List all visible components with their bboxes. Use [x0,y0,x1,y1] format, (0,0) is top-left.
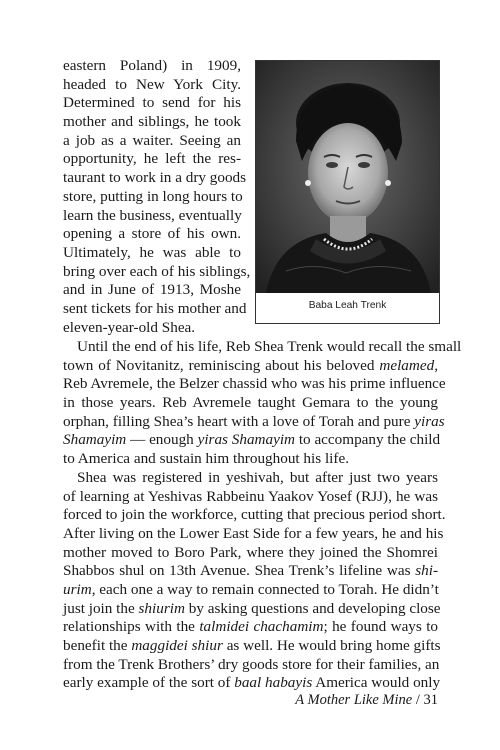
text-segment: Shabbos shul on 13th Avenue. Shea Trenk’s lifeline was [63,562,416,580]
italic-term: shiurim [138,599,185,617]
text-line [63,469,438,488]
text-line: bring over each of his siblings, [63,262,251,280]
text-line: and in June of 1913, Moshe [63,281,241,299]
text-line [63,412,445,432]
text-line [63,637,441,656]
text-segment: America would only [312,674,441,692]
italic-term: baal habayis [234,674,313,692]
text-segment: Reb Avremele, the Belzer chassid who was his prime influence [63,375,446,393]
text-line [63,581,438,600]
text-segment: benefit the [63,637,132,654]
text-line: Determined to send for his [63,94,241,112]
text-line [63,488,438,507]
text-segment: After living on the Lower East Side for a few years, he and his [63,524,444,542]
italic-term: shi- [415,562,438,580]
footer-separator: / [412,692,424,708]
portrait-photo [256,61,439,293]
text-line: sent tickets for his mother and [63,299,247,317]
book-title: A Mother Like Mine [295,692,413,708]
text-segment: to America and sustain him throughout his life. [63,450,349,468]
text-line [63,506,446,525]
text-line [63,618,438,637]
italic-term: urim [63,580,92,598]
text-line [63,338,462,357]
italic-term: talmidei chachamim [199,618,324,636]
text-segment: of learning at Yeshivas Rabbeinu Yaakov Yosef (RJJ), he was [63,487,438,505]
photo-caption: Baba Leah Trenk [308,300,387,311]
text-line [63,544,438,563]
text-line [63,656,438,675]
text-segment: — enough [126,431,198,449]
text-segment: ; he found ways to [323,618,439,636]
photo-figure [255,60,440,324]
text-line: opportunity, he left the res- [63,150,241,168]
text-line [63,524,444,544]
italic-term: yiras Shamayim [197,431,296,449]
text-segment: Until the end of his life, Reb Shea Trenk would recall the small [77,338,462,355]
text-segment: Shea was registered in yeshivah, but after just two years [77,468,438,486]
text-segment: mother moved to Boro Park, where they joined the Shomrei [63,543,438,561]
text-segment: in those years. Reb Avremele taught Gemara to the young [63,394,438,412]
text-segment: just join the [63,599,139,617]
text-line: headed to New York City. [63,75,241,93]
italic-term: maggidei shiur [131,637,223,654]
text-line: a job as a waiter. Seeing an [63,131,241,149]
text-line [63,394,438,413]
italic-term: melamed [379,356,435,374]
text-line [63,431,441,450]
text-segment: relationships with the [63,618,200,636]
text-segment: as well. He would bring home gifts [222,637,441,654]
text-segment: orphan, filling Shea’s heart with a love of Torah and pure [63,412,415,430]
text-segment: forced to join the workforce, cutting that precious period short. [63,506,446,524]
text-segment: , [434,356,438,374]
main-body-text [63,338,462,693]
text-line [63,674,441,693]
text-line [63,599,441,619]
text-line [63,450,438,469]
text-line [63,357,438,376]
text-segment: by asking questions and developing close [184,599,441,617]
text-line: eleven-year-old Shea. [63,318,196,336]
text-line: store, putting in long hours to [63,187,243,205]
text-line: mother and siblings, he took [63,113,241,131]
text-line: Ultimately, he was able to [63,243,241,261]
text-segment: , each one a way to remain connected to Torah. He didn’t [91,580,439,598]
text-line: taurant to work in a dry goods [63,169,247,187]
running-footer [295,692,438,709]
text-segment: from the Trenk Brothers’ dry goods store for their families, an [63,655,440,673]
italic-term: Shamayim [63,431,127,449]
text-segment: early example of the sort of [63,674,235,692]
text-line: eastern Poland) in 1909, [63,57,241,74]
text-line [63,375,446,394]
text-line: opening a store of his own. [63,225,241,243]
text-segment: to accompany the child [295,431,441,449]
italic-term: yiras [414,412,445,430]
page-number: 31 [423,692,438,708]
text-line: learn the business, eventually [63,206,242,224]
portrait-image [256,61,439,293]
text-segment: town of Novitanitz, reminiscing about his beloved [63,356,380,374]
left-column-text [63,57,251,337]
text-line [63,562,438,581]
